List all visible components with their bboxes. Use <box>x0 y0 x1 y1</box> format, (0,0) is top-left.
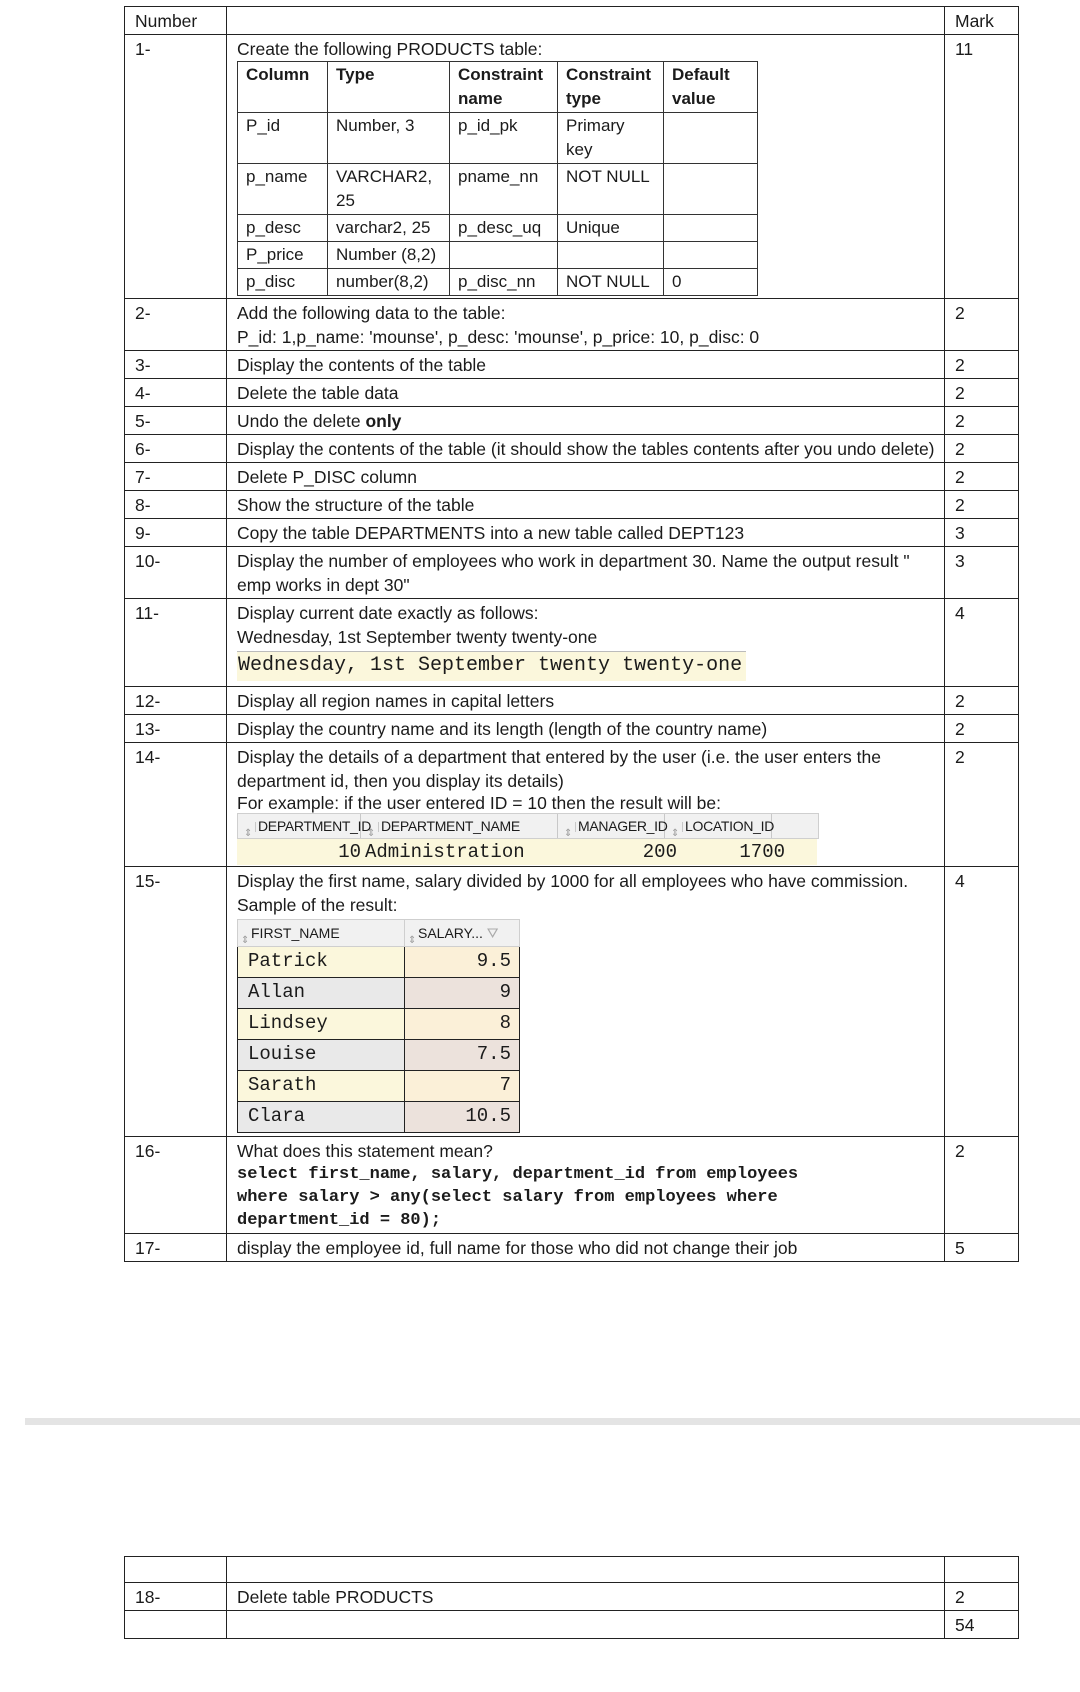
result-cell: Allan <box>238 978 405 1009</box>
question-mark: 2 <box>945 299 1019 351</box>
sql-statement-line: select first_name, salary, department_id from employees <box>237 1165 799 1184</box>
products-header-cell: Default value <box>664 62 758 113</box>
result-cell: Louise <box>238 1040 405 1071</box>
products-cell: number(8,2) <box>328 269 450 296</box>
products-cell <box>664 242 758 269</box>
result-cell: Lindsey <box>238 1009 405 1040</box>
question-mark: 2 <box>945 435 1019 463</box>
question-row <box>125 463 1019 491</box>
products-cell: Number, 3 <box>328 113 450 164</box>
question-text: Display all region names in capital letters <box>227 687 945 715</box>
questions-table <box>124 6 1019 1262</box>
question-text: Delete the table data <box>227 379 945 407</box>
dept-result-row <box>237 839 817 865</box>
question-text: Display the details of a department that entered by the user (i.e. the user enters the department id, then you display its details) <box>237 747 881 791</box>
sql-statement-line: department_id = 80); <box>237 1211 442 1230</box>
products-cell: P_price <box>238 242 328 269</box>
question-number: 10- <box>125 547 227 599</box>
products-cell <box>664 113 758 164</box>
question-number: 7- <box>125 463 227 491</box>
question-text: Display the country name and its length (length of the country name) <box>227 715 945 743</box>
question-number: 15- <box>125 867 227 1137</box>
result-cell: 9 <box>405 978 520 1009</box>
question-mark: 2 <box>945 407 1019 435</box>
questions-table-continued <box>124 1556 1019 1639</box>
question-number: 4- <box>125 379 227 407</box>
products-table <box>237 61 758 296</box>
result-cell: 200 <box>642 841 677 863</box>
question-mark: 2 <box>945 1583 1019 1611</box>
column-header: ⇕ SALARY... ⛛ <box>405 920 520 947</box>
date-output-sample: Wednesday, 1st September twenty twenty-one <box>237 651 746 681</box>
products-header-cell: Constraint name <box>450 62 558 113</box>
question-row <box>125 599 1019 687</box>
sort-icon: ⇕ <box>241 822 256 832</box>
question-row <box>125 1137 1019 1234</box>
question-mark: 2 <box>945 491 1019 519</box>
question-number: 18- <box>125 1583 227 1611</box>
column-header: ⇕ FIRST_NAME <box>238 920 405 947</box>
dept-result-header <box>237 813 819 839</box>
products-cell: varchar2, 25 <box>328 215 450 242</box>
question-number: 3- <box>125 351 227 379</box>
question-number: 5- <box>125 407 227 435</box>
sort-icon: ⇕ <box>408 935 417 947</box>
question-number: 8- <box>125 491 227 519</box>
question-mark: 3 <box>945 519 1019 547</box>
question-row <box>125 1583 1019 1611</box>
question-row <box>125 519 1019 547</box>
question-mark: 2 <box>945 351 1019 379</box>
products-cell: NOT NULL <box>558 164 664 215</box>
question-mark: 2 <box>945 379 1019 407</box>
products-cell <box>664 215 758 242</box>
products-cell: pname_nn <box>450 164 558 215</box>
question-text: Add the following data to the table: <box>237 303 506 323</box>
sql-statement-line: where salary > any(select salary from employees where <box>237 1188 778 1207</box>
question-mark: 2 <box>945 1137 1019 1234</box>
result-cell: 9.5 <box>405 947 520 978</box>
question-row <box>125 351 1019 379</box>
result-cell: Clara <box>238 1102 405 1133</box>
result-cell: 10.5 <box>405 1102 520 1133</box>
question-row <box>125 715 1019 743</box>
products-cell: p_id_pk <box>450 113 558 164</box>
products-cell: VARCHAR2, 25 <box>328 164 450 215</box>
question-text: What does this statement mean? <box>237 1141 493 1161</box>
total-mark: 54 <box>945 1611 1019 1639</box>
question-emphasis: only <box>365 411 402 431</box>
products-cell <box>664 164 758 215</box>
filter-icon: ⛛ <box>486 925 499 941</box>
page-break-divider <box>25 1418 1080 1425</box>
products-cell: NOT NULL <box>558 269 664 296</box>
products-cell: Unique <box>558 215 664 242</box>
sort-icon: ⇕ <box>668 822 683 832</box>
products-cell <box>450 242 558 269</box>
question-number: 12- <box>125 687 227 715</box>
question-row <box>125 743 1019 867</box>
question-number: 13- <box>125 715 227 743</box>
question-text: Undo the delete <box>237 411 366 431</box>
products-cell: Number (8,2) <box>328 242 450 269</box>
question-mark: 11 <box>945 35 1019 299</box>
question-row <box>125 867 1019 1137</box>
result-cell: 8 <box>405 1009 520 1040</box>
products-cell: p_desc <box>238 215 328 242</box>
column-header: ⇕ DEPARTMENT_NAME <box>361 814 558 838</box>
question-text: Display the number of employees who work in department 30. Name the output result " emp works in dept 30" <box>227 547 945 599</box>
products-cell: Primary key <box>558 113 664 164</box>
result-cell: 1700 <box>739 841 785 863</box>
column-header: ⇕ MANAGER_ID <box>558 814 665 838</box>
mark-header: Mark <box>945 7 1019 35</box>
exam-sheet <box>124 6 1018 1262</box>
question-text: display the employee id, full name for those who did not change their job <box>227 1234 945 1262</box>
question-mark: 2 <box>945 743 1019 867</box>
products-cell: 0 <box>664 269 758 296</box>
question-row <box>125 435 1019 463</box>
question-subtext: For example: if the user entered ID = 10 then the result will be: <box>237 793 721 813</box>
question-subtext: P_id: 1,p_name: 'mounse', p_desc: 'mounse', p_price: 10, p_disc: 0 <box>237 327 760 347</box>
products-header-cell: Type <box>328 62 450 113</box>
question-text: Create the following PRODUCTS table: <box>237 39 543 59</box>
products-cell <box>558 242 664 269</box>
question-row <box>125 299 1019 351</box>
sort-icon: ⇕ <box>561 822 576 832</box>
total-row <box>125 1611 1019 1639</box>
question-number: 9- <box>125 519 227 547</box>
question-mark: 2 <box>945 687 1019 715</box>
number-header: Number <box>125 7 227 35</box>
question-text: Display the contents of the table (it should show the tables contents after you undo delete) <box>227 435 945 463</box>
question-row <box>125 687 1019 715</box>
question-mark: 2 <box>945 463 1019 491</box>
header-row <box>125 7 1019 35</box>
salary-result-table <box>237 919 520 1133</box>
question-number: 16- <box>125 1137 227 1234</box>
question-text: Display current date exactly as follows: <box>237 603 539 623</box>
question-row <box>125 1234 1019 1262</box>
question-text: Display the first name, salary divided by 1000 for all employees who have commission. <box>237 871 909 891</box>
result-cell: Patrick <box>238 947 405 978</box>
question-mark: 4 <box>945 599 1019 687</box>
question-number: 14- <box>125 743 227 867</box>
question-number: 2- <box>125 299 227 351</box>
question-number: 6- <box>125 435 227 463</box>
question-text: Show the structure of the table <box>227 491 945 519</box>
question-row <box>125 491 1019 519</box>
result-cell: 7.5 <box>405 1040 520 1071</box>
products-cell: p_disc <box>238 269 328 296</box>
products-cell: p_disc_nn <box>450 269 558 296</box>
products-header-cell: Column <box>238 62 328 113</box>
question-text: Delete table PRODUCTS <box>227 1583 945 1611</box>
products-header-cell: Constraint type <box>558 62 664 113</box>
question-subtext: Sample of the result: <box>237 895 398 915</box>
question-mark: 5 <box>945 1234 1019 1262</box>
products-cell: p_desc_uq <box>450 215 558 242</box>
products-cell: p_name <box>238 164 328 215</box>
question-row <box>125 379 1019 407</box>
result-cell: Sarath <box>238 1071 405 1102</box>
question-text: Copy the table DEPARTMENTS into a new table called DEPT123 <box>227 519 945 547</box>
question-mark: 4 <box>945 867 1019 1137</box>
products-cell: P_id <box>238 113 328 164</box>
question-row <box>125 35 1019 299</box>
sort-icon: ⇕ <box>364 822 379 832</box>
column-header: ⇕ DEPARTMENT_ID <box>238 814 361 838</box>
question-text: Display the contents of the table <box>227 351 945 379</box>
question-number: 17- <box>125 1234 227 1262</box>
question-subtext: Wednesday, 1st September twenty twenty-one <box>237 627 598 647</box>
result-cell: Administration <box>365 841 525 863</box>
sort-icon: ⇕ <box>241 935 250 947</box>
column-header: ⇕ LOCATION_ID <box>665 814 772 838</box>
question-mark: 2 <box>945 715 1019 743</box>
question-row <box>125 407 1019 435</box>
question-number: 11- <box>125 599 227 687</box>
question-text: Delete P_DISC column <box>227 463 945 491</box>
question-row <box>125 547 1019 599</box>
result-cell: 10 <box>338 841 361 863</box>
result-cell: 7 <box>405 1071 520 1102</box>
exam-sheet-page-2 <box>124 1556 1018 1639</box>
question-mark: 3 <box>945 547 1019 599</box>
question-number: 1- <box>125 35 227 299</box>
